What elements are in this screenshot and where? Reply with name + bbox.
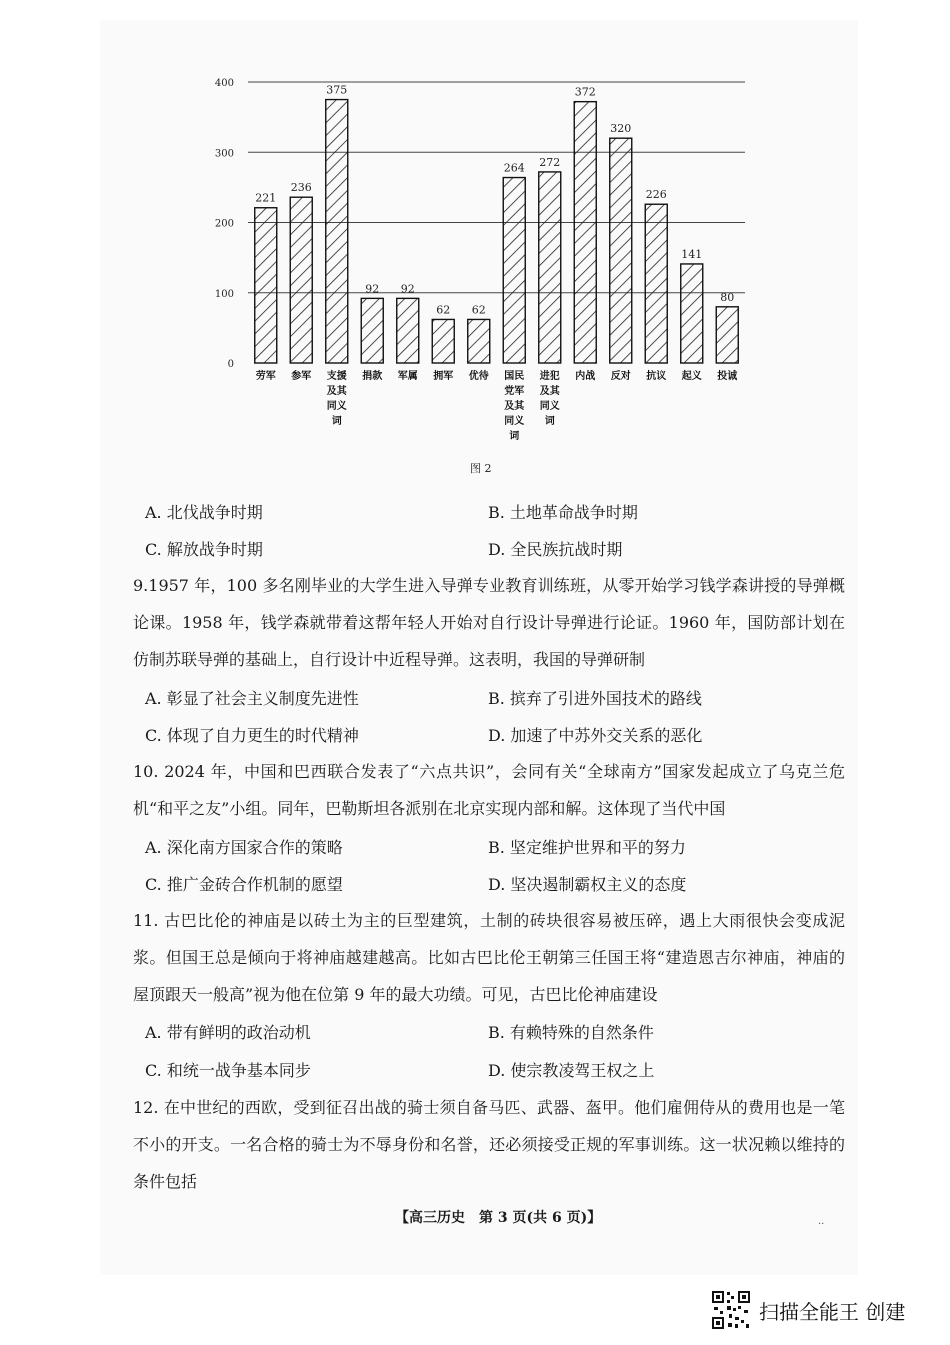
scanner-watermark <box>711 1290 905 1330</box>
q11-option-c[interactable]: C. 和统一战争基本同步 <box>145 1061 311 1080</box>
x-tick-label: 拥军 <box>433 371 454 382</box>
y-tick-label: 100 <box>214 288 234 300</box>
q10-options-row-2 <box>145 872 845 898</box>
data-label: 92 <box>400 282 415 296</box>
data-label: 272 <box>539 155 561 169</box>
q8-option-d[interactable]: D. 全民族抗战时期 <box>488 540 623 559</box>
figure-caption: 图 2 <box>470 462 492 475</box>
bar-3 <box>326 100 348 363</box>
qr-code-icon <box>711 1290 751 1330</box>
q11-option-d[interactable]: D. 使宗教凌驾王权之上 <box>488 1061 655 1080</box>
bar-13 <box>681 264 703 363</box>
bar-7 <box>468 319 490 363</box>
q8-option-c[interactable]: C. 解放战争时期 <box>145 540 263 559</box>
data-label: 375 <box>326 83 348 97</box>
q11-option-b[interactable]: B. 有赖特殊的自然条件 <box>488 1023 654 1042</box>
bar-6 <box>432 319 454 363</box>
q8-options-row-1 <box>145 500 845 526</box>
bar-5 <box>397 298 419 363</box>
x-tick-label: 军属 <box>397 371 418 382</box>
x-tick-label: 劳军 <box>255 371 276 382</box>
y-tick-label: 0 <box>227 359 234 370</box>
x-tick-label: 国民党军及其同义词 <box>504 371 525 442</box>
watermark-text: 扫描全能王 创建 <box>759 1299 906 1324</box>
bar-1 <box>255 208 277 363</box>
data-label: 221 <box>255 191 277 205</box>
x-tick-label: 内战 <box>575 371 596 382</box>
bar-8 <box>503 178 525 363</box>
q9-option-c[interactable]: C. 体现了自力更生的时代精神 <box>145 726 359 745</box>
data-label: 320 <box>610 122 632 136</box>
data-label: 264 <box>503 161 525 175</box>
data-label: 92 <box>365 282 380 296</box>
data-label: 372 <box>574 85 596 99</box>
y-tick-label: 400 <box>214 78 234 89</box>
x-tick-label: 抗议 <box>646 371 667 382</box>
question-9-stem: 9.1957 年，100 多名刚毕业的大学生进入导弹专业教育训练班，从零开始学习钱学森讲授的导弹概论课。1958 年，钱学森就带着这帮年轻人开始对自行设计导弹进行论证。1960 年，国防部计划在仿制苏联导弹的基础上，自行设计中近程导弹。这表明，我国的导弹研制 <box>133 576 845 669</box>
q8-option-a[interactable]: A. 北伐战争时期 <box>145 503 263 522</box>
bar-2 <box>290 197 312 363</box>
y-tick-label: 200 <box>214 218 234 230</box>
data-label: 62 <box>436 303 451 317</box>
x-tick-label: 起义 <box>681 371 702 382</box>
bar-4 <box>361 298 383 363</box>
question-12-stem: 12. 在中世纪的西欧，受到征召出战的骑士须自备马匹、武器、盔甲。他们雇佣侍从的费用也是一笔不小的开支。一名合格的骑士为不辱身份和名誉，还必须接受正规的军事训练。这一状况赖以维持的条件包括 <box>133 1098 845 1191</box>
q11-options-row-1 <box>145 1020 845 1046</box>
data-label: 141 <box>681 247 703 261</box>
bar-14 <box>716 307 738 363</box>
q11-options-row-2 <box>145 1058 845 1084</box>
question-11-stem: 11. 古巴比伦的神庙是以砖土为主的巨型建筑，土制的砖块很容易被压碎，遇上大雨很快会变成泥浆。但国王总是倾向于将神庙越建越高。比如古巴比伦王朝第三任国王将“建造恩吉尔神庙，神庙的屋顶跟天一般高”视为他在位第 9 年的最大功绩。可见，古巴比伦神庙建设 <box>133 911 845 1004</box>
bar-chart <box>200 70 760 460</box>
page-footer: 【高三历史 第 3 页(共 6 页)】 <box>395 1210 602 1226</box>
x-tick-label: 进犯及其同义词 <box>539 371 560 427</box>
q9-options-row-1 <box>145 686 845 712</box>
y-tick-label: 300 <box>214 148 234 160</box>
x-tick-label: 支援及其同义词 <box>326 371 347 427</box>
data-label: 62 <box>471 303 486 317</box>
q9-options-row-2 <box>145 723 845 749</box>
q11-option-a[interactable]: A. 带有鲜明的政治动机 <box>145 1023 311 1042</box>
bar-9 <box>539 172 561 363</box>
q10-options-row-1 <box>145 835 845 861</box>
x-tick-label: 捐款 <box>362 371 383 382</box>
x-tick-label: 反对 <box>610 371 631 382</box>
q10-option-d[interactable]: D. 坚决遏制霸权主义的态度 <box>488 875 687 894</box>
q9-option-a[interactable]: A. 彰显了社会主义制度先进性 <box>145 689 359 708</box>
x-tick-label: 优待 <box>468 371 489 382</box>
bar-10 <box>574 102 596 363</box>
q9-option-b[interactable]: B. 摈弃了引进外国技术的路线 <box>488 689 702 708</box>
q8-option-b[interactable]: B. 土地革命战争时期 <box>488 503 638 522</box>
x-tick-label: 投诚 <box>717 371 738 382</box>
data-label: 236 <box>290 181 312 195</box>
q9-option-d[interactable]: D. 加速了中苏外交关系的恶化 <box>488 726 703 745</box>
data-label: 80 <box>720 290 735 304</box>
bar-12 <box>645 204 667 363</box>
corner-mark: ·· <box>818 1219 825 1230</box>
q10-option-c[interactable]: C. 推广金砖合作机制的愿望 <box>145 875 343 894</box>
x-tick-label: 参军 <box>291 371 312 382</box>
bar-11 <box>610 138 632 363</box>
q10-option-b[interactable]: B. 坚定维护世界和平的努力 <box>488 838 686 857</box>
q8-options-row-2 <box>145 537 845 563</box>
q10-option-a[interactable]: A. 深化南方国家合作的策略 <box>145 838 343 857</box>
data-label: 226 <box>645 188 667 202</box>
question-10-stem: 10. 2024 年，中国和巴西联合发表了“六点共识”，会同有关“全球南方”国家发起成立了乌克兰危机“和平之友”小组。同年，巴勒斯坦各派别在北京实现内部和解。这体现了当代中国 <box>133 762 845 818</box>
